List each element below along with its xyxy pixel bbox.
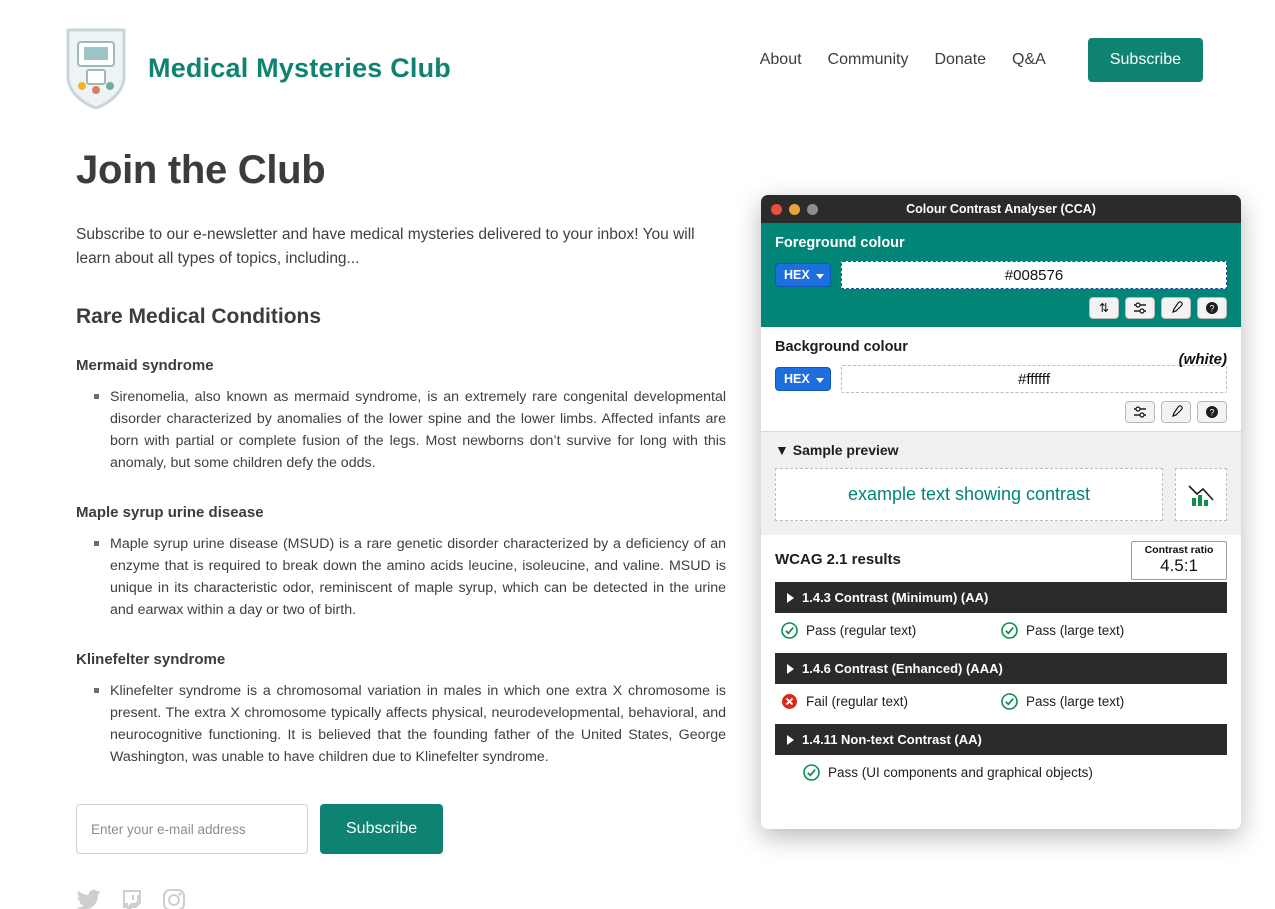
result-row [775, 764, 1227, 781]
chart-image-icon [1175, 468, 1227, 521]
result-label: Pass (large text) [1026, 623, 1125, 638]
results-heading: WCAG 2.1 results [775, 551, 901, 568]
result-item [1001, 693, 1221, 710]
pass-icon [781, 622, 798, 639]
criterion-header[interactable] [775, 582, 1227, 613]
background-note: (white) [1178, 351, 1227, 368]
close-icon[interactable] [771, 204, 782, 215]
eyedropper-icon[interactable] [1161, 297, 1191, 319]
result-item [781, 764, 1221, 781]
svg-text:?: ? [1209, 303, 1215, 314]
nav-qa[interactable]: Q&A [1012, 51, 1046, 68]
background-row [775, 365, 1227, 393]
result-item [1001, 622, 1221, 639]
sample-preview-panel [761, 431, 1241, 535]
condition-list [76, 680, 726, 768]
cca-window-title: Colour Contrast Analyser (CCA) [906, 202, 1096, 216]
help-icon[interactable] [1197, 297, 1227, 319]
list-item: Klinefelter syndrome is a chromosomal variation in males in which one extra X chromosome is present. The extra X chromosome typically affects physical, neurodevelopmental, behavioral, and neurocognitive functioning. It is believed that the founding father of the United States, George Washington, was unable to have children due to Klinefelter syndrome. [94, 680, 726, 768]
nav-about[interactable]: About [759, 51, 802, 68]
result-label: Fail (regular text) [806, 694, 909, 709]
swap-colours-icon[interactable]: ⇅ [1089, 297, 1119, 319]
nav-subscribe-button[interactable]: Subscribe [1088, 38, 1203, 82]
chevron-right-icon [787, 735, 794, 745]
social-links [76, 888, 726, 909]
cca-titlebar[interactable] [761, 195, 1241, 223]
email-field[interactable] [76, 804, 308, 854]
criterion-title: 1.4.3 Contrast (Minimum) (AA) [802, 590, 989, 605]
window-controls[interactable] [771, 204, 818, 215]
contrast-ratio-value: 4.5:1 [1160, 556, 1198, 575]
criterion-title: 1.4.6 Contrast (Enhanced) (AAA) [802, 661, 1003, 676]
intro-paragraph: Subscribe to our e-newsletter and have medical mysteries delivered to your inbox! You will learn about all types of topics, including... [76, 226, 695, 268]
result-row [775, 622, 1227, 639]
list-item: Sirenomelia, also known as mermaid syndrome, is an extremely rare congenital developmental disorder characterized by anomalies of the lower spine and the lower limbs. Affected infants are born with partial or complete fusion of the legs. Most newborns don’t survive for long with this anomaly, but some children defy the odds. [94, 386, 726, 474]
result-item [781, 622, 1001, 639]
section-title: Rare Medical Conditions [76, 305, 322, 329]
criterion-title: 1.4.11 Non-text Contrast (AA) [802, 732, 982, 747]
result-item [781, 693, 1001, 710]
minimize-icon[interactable] [789, 204, 800, 215]
background-hex-input[interactable] [841, 365, 1227, 393]
list-item: Maple syrup urine disease (MSUD) is a rare genetic disorder characterized by a deficiency of an enzyme that is required to break down the amino acids leucine, isoleucine, and valine. MSUD is unique in its characteristic odor, reminiscent of maple syrup, which can be detected in the urine and earwax within a day or two of birth. [94, 533, 726, 621]
sample-row [775, 468, 1227, 521]
result-label: Pass (UI components and graphical objects) [828, 765, 1093, 780]
shield-badge-icon [62, 24, 130, 112]
foreground-panel [761, 223, 1241, 327]
main-nav [760, 38, 1203, 82]
foreground-hex-input[interactable] [841, 261, 1227, 289]
condition-title: Mermaid syndrome [76, 357, 214, 375]
sliders-icon[interactable] [1125, 401, 1155, 423]
result-label: Pass (large text) [1026, 694, 1125, 709]
wcag-results-panel [761, 535, 1241, 793]
pass-icon [803, 764, 820, 781]
twitch-icon[interactable] [120, 888, 144, 909]
sliders-icon[interactable] [1125, 297, 1155, 319]
chevron-right-icon [787, 593, 794, 603]
result-label: Pass (regular text) [806, 623, 917, 638]
main-content [76, 148, 726, 909]
sample-preview-disclosure[interactable]: ▼ Sample preview [775, 442, 899, 458]
svg-text:?: ? [1209, 407, 1215, 418]
foreground-tools [775, 297, 1227, 319]
cca-window [761, 195, 1241, 829]
criterion-header[interactable] [775, 724, 1227, 755]
foreground-label: Foreground colour [775, 235, 905, 251]
sample-text: example text showing contrast [775, 468, 1163, 521]
condition-title: Klinefelter syndrome [76, 651, 226, 669]
background-panel [761, 327, 1241, 431]
signup-form [76, 804, 726, 854]
condition-list [76, 533, 726, 621]
pass-icon [1001, 622, 1018, 639]
result-row [775, 693, 1227, 710]
pass-icon [1001, 693, 1018, 710]
contrast-ratio-label: Contrast ratio [1144, 544, 1214, 556]
fail-icon [781, 693, 798, 710]
instagram-icon[interactable] [162, 888, 186, 909]
background-label: Background colour [775, 339, 908, 355]
brand-title: Medical Mysteries Club [148, 52, 451, 83]
foreground-row [775, 261, 1227, 289]
site-header [0, 0, 1275, 120]
contrast-ratio-box [1131, 541, 1227, 580]
nav-donate[interactable]: Donate [934, 51, 987, 68]
chevron-right-icon [787, 664, 794, 674]
eyedropper-icon[interactable] [1161, 401, 1191, 423]
background-tools [775, 401, 1227, 423]
page-title: Join the Club [76, 148, 326, 192]
help-icon[interactable] [1197, 401, 1227, 423]
subscribe-button[interactable]: Subscribe [320, 804, 443, 854]
foreground-format-select[interactable] [775, 263, 831, 287]
criterion-header[interactable] [775, 653, 1227, 684]
brand[interactable] [62, 24, 451, 112]
condition-list [76, 386, 726, 474]
condition-title: Maple syrup urine disease [76, 504, 264, 522]
background-format-select[interactable] [775, 367, 831, 391]
twitter-icon[interactable] [76, 889, 102, 909]
zoom-icon[interactable] [807, 204, 818, 215]
nav-community[interactable]: Community [827, 51, 909, 68]
